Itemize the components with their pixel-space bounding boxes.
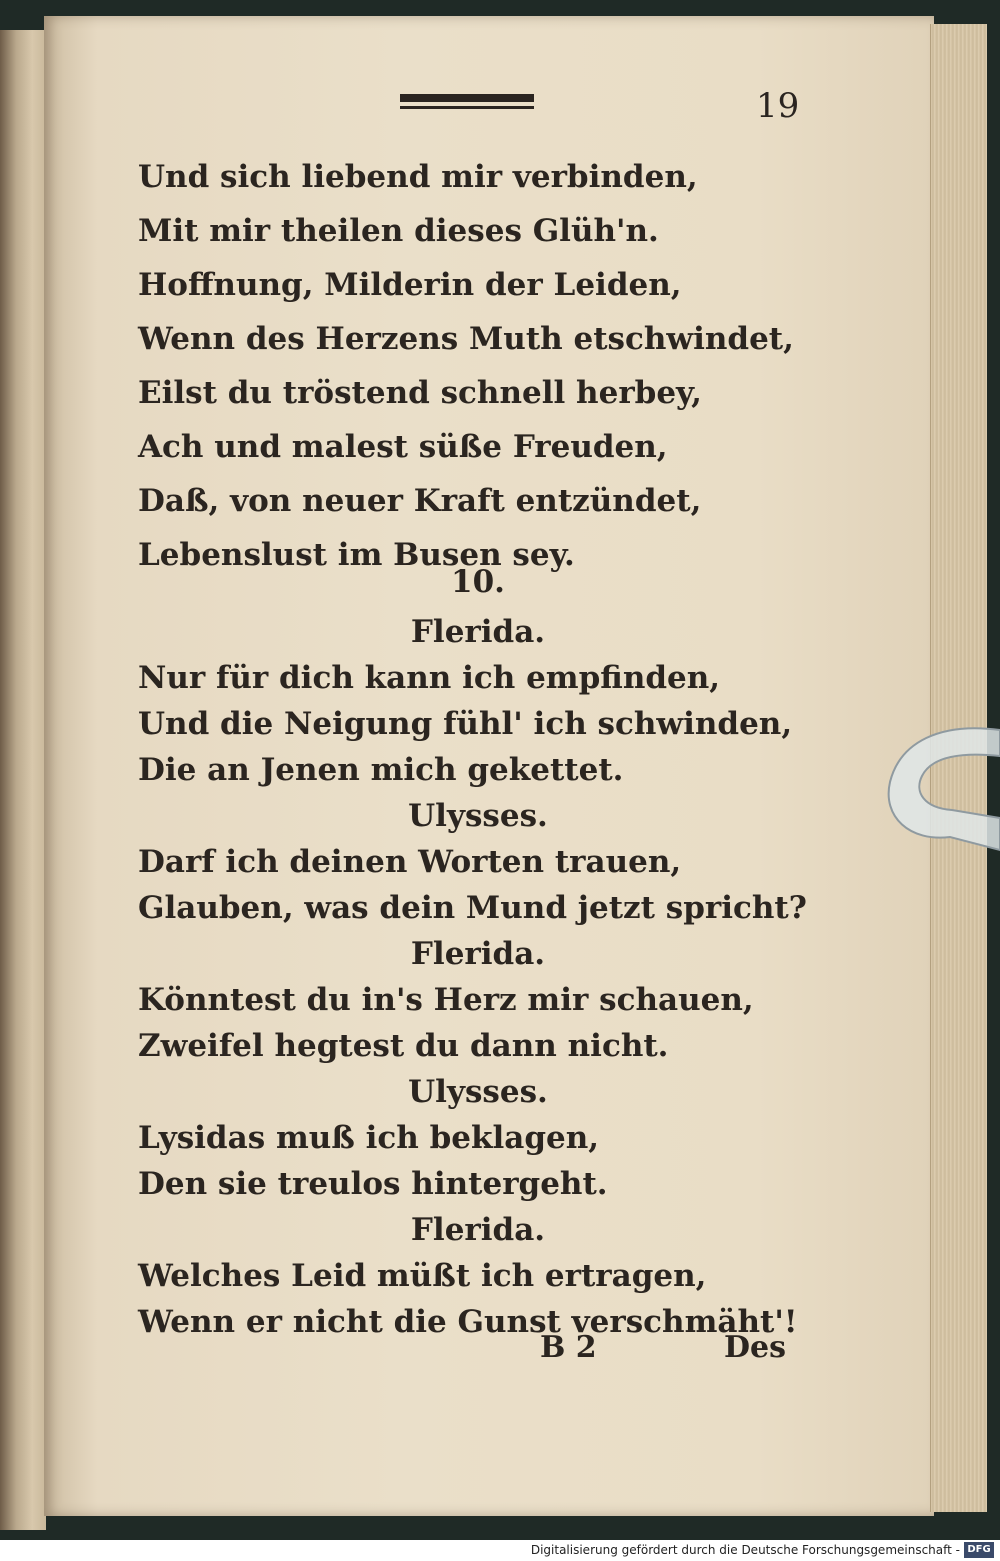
left-page-edge	[0, 30, 46, 1530]
verse-line: Nur für dich kann ich empfinden,	[138, 660, 721, 696]
credit-text: Digitalisierung gefördert durch die Deutsche Forschungsgemeinschaft -	[530, 1543, 960, 1557]
verse-line: Wenn des Herzens Muth etschwindet,	[138, 321, 794, 357]
verse-line: Und die Neigung fühl' ich schwinden,	[138, 706, 793, 742]
page-number: 19	[756, 86, 800, 126]
speaker-name: Flerida.	[410, 614, 546, 650]
speaker-name: Flerida.	[410, 936, 546, 972]
header-rule-thick	[400, 94, 534, 102]
verse-line: Die an Jenen mich gekettet.	[138, 752, 624, 788]
dfg-logo: DFG	[964, 1542, 994, 1558]
header-rule-thin	[400, 106, 534, 109]
verse-line: Glauben, was dein Mund jetzt spricht?	[138, 890, 807, 926]
verse-line: Darf ich deinen Worten trauen,	[138, 844, 682, 880]
catchword: Des	[724, 1330, 786, 1365]
verse-line: Eilst du tröstend schnell herbey,	[138, 375, 702, 411]
section-number: 10.	[451, 564, 505, 600]
verse-line: Zweifel hegtest du dann nicht.	[138, 1028, 669, 1064]
dialogue-section	[138, 555, 818, 1345]
speaker-name: Ulysses.	[408, 1074, 548, 1110]
verse-line: Daß, von neuer Kraft entzündet,	[138, 483, 702, 519]
signature-mark: B 2	[540, 1330, 597, 1365]
verse-line: Lysidas muß ich beklagen,	[138, 1120, 600, 1156]
verse-line: Wenn er nicht die Gunst verschmäht'!	[138, 1304, 798, 1340]
verse-line: Könntest du in's Herz mir schauen,	[138, 982, 754, 1018]
verse-line: Hoffnung, Milderin der Leiden,	[138, 267, 682, 303]
speaker-name: Flerida.	[410, 1212, 546, 1248]
speaker-name: Ulysses.	[408, 798, 548, 834]
verse-line: Und sich liebend mir verbinden,	[138, 159, 698, 195]
verse-line: Mit mir theilen dieses Glüh'n.	[138, 213, 659, 249]
verse-line: Lebenslust im Busen sey.	[138, 537, 575, 573]
page-clip-icon	[880, 722, 1000, 856]
verse-line: Welches Leid müßt ich ertragen,	[138, 1258, 707, 1294]
stanza-1	[138, 150, 818, 582]
verse-line: Ach und malest süße Freuden,	[138, 429, 668, 465]
verse-line: Den sie treulos hintergeht.	[138, 1166, 608, 1202]
